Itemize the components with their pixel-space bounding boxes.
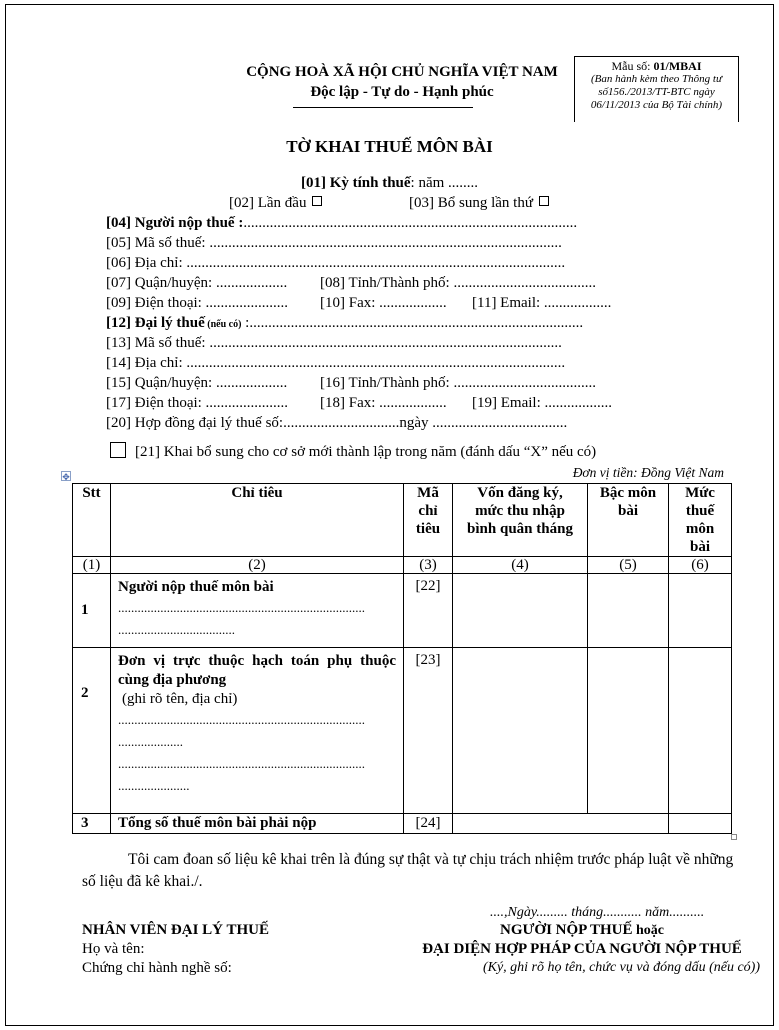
col-number: (3): [404, 557, 453, 574]
table-row: [73, 648, 732, 814]
row-tax-rate-cell[interactable]: [669, 574, 732, 648]
header-rate-line: môn: [685, 521, 715, 537]
header-capital: [453, 484, 588, 557]
row-dots: ............................................................................: [118, 756, 365, 771]
header-rate-line: bài: [689, 539, 710, 555]
nation-heading: CỘNG HOÀ XÃ HỘI CHỦ NGHĨA VIỆT NAM: [246, 64, 558, 80]
new-establishment-checkbox[interactable]: [110, 442, 126, 458]
row-capital-cell[interactable]: [453, 574, 588, 648]
field-17-agent-phone[interactable]: [17] Điện thoại: ......................: [106, 395, 289, 411]
field-06-address[interactable]: [06] Địa chỉ: .....................................................................................................: [106, 255, 566, 271]
row-tax-rate-cell[interactable]: [669, 814, 732, 834]
header-code-line: Mã: [417, 485, 439, 501]
taxpayer-representative: ĐẠI DIỆN HỢP PHÁP CỦA NGƯỜI NỘP THUẾ: [422, 941, 742, 957]
col-number: (6): [669, 557, 732, 574]
header-code-line: tiêu: [415, 521, 441, 537]
column-number-row: [73, 557, 732, 574]
header-rate-line: thuế: [685, 503, 715, 519]
motto: Độc lập - Tự do - Hạnh phúc: [310, 84, 494, 100]
field-07-district[interactable]: [07] Quận/huyện: ...................: [106, 275, 288, 291]
field-12-tax-agent[interactable]: [106, 313, 583, 335]
pledge-text: [82, 849, 742, 893]
taxpayer-title-bold: NGƯỜI NỘP THUẾ: [499, 922, 633, 938]
col-number: (1): [73, 557, 111, 574]
tax-table: [72, 483, 732, 834]
row-tier-cell[interactable]: [588, 648, 669, 814]
field-12-dots: :.........................................................................................: [241, 315, 584, 331]
header-capital-line: mức thu nhập: [475, 503, 565, 519]
field-01-tax-period[interactable]: [0, 173, 779, 193]
field-12-label: [12] Đại lý thuế: [106, 315, 205, 331]
header-stt: Stt: [73, 484, 111, 557]
field-14-agent-address[interactable]: [14] Địa chỉ: .....................................................................................................: [106, 355, 566, 371]
row-code: [24]: [404, 814, 453, 834]
form-code-box: [574, 56, 739, 122]
row-dots: ............................................................................: [118, 712, 365, 727]
row-indicator-name: Tổng số thuế môn bài phải nộp: [111, 814, 404, 834]
motto-underline: [293, 107, 473, 108]
row-stt: 1: [73, 574, 111, 648]
form-code: [575, 60, 738, 73]
row-tax-rate-cell[interactable]: [669, 648, 732, 814]
agent-cert-label: Chứng chỉ hành nghề số:: [82, 960, 232, 976]
taxpayer-title-rest: hoặc: [632, 923, 665, 938]
row-dots: ....................: [118, 734, 183, 749]
row-indicator-note: (ghi rõ tên, địa chỉ): [122, 691, 238, 707]
row-stt: 2: [73, 648, 111, 814]
date-line: ....,Ngày......... tháng........... năm..........: [490, 905, 705, 920]
row-stt: 3: [73, 814, 111, 834]
header-tier-line: Bậc môn: [599, 485, 657, 501]
form-code-label: Mẫu số:: [611, 59, 654, 73]
header-capital-line: Vốn đăng ký,: [477, 485, 563, 501]
field-03-supplement[interactable]: [409, 193, 549, 213]
header-code: [404, 484, 453, 557]
header-code-line: chỉ: [418, 503, 438, 519]
field-01-value: : năm ........: [410, 175, 479, 191]
field-03-label: [03] Bổ sung lần thứ: [409, 195, 533, 211]
field-11-email[interactable]: [11] Email: ..................: [472, 295, 612, 311]
form-issued-line-2: số156./2013/TT-BTC ngày: [598, 86, 715, 98]
row-total-merged-cell[interactable]: [453, 814, 669, 834]
table-row: [73, 574, 732, 648]
agent-title: NHÂN VIÊN ĐẠI LÝ THUẾ: [82, 922, 269, 938]
header-tax-rate: [669, 484, 732, 557]
field-19-agent-email[interactable]: [19] Email: ..................: [472, 395, 612, 411]
header-tier-line: bài: [617, 503, 638, 519]
field-01-label: [01] Kỳ tính thuế: [300, 175, 411, 191]
header-rate-line: Mức: [685, 485, 715, 501]
row-dots: ....................................: [118, 622, 235, 637]
supplement-checkbox[interactable]: [539, 196, 549, 206]
row-dots: ......................: [118, 778, 190, 793]
field-10-fax[interactable]: [10] Fax: ..................: [320, 295, 447, 311]
field-12-note: (nếu có): [204, 319, 242, 330]
page-title: TỜ KHAI THUẾ MÔN BÀI: [286, 137, 493, 156]
row-dots: ............................................................................: [118, 600, 365, 615]
field-21-new-establishment: [21] Khai bổ sung cho cơ sở mới thành lập trong năm (đánh dấu “X” nếu có): [135, 444, 597, 460]
field-04-taxpayer[interactable]: [106, 213, 577, 233]
field-08-province[interactable]: [08] Tỉnh/Thành phố: ......................................: [320, 275, 596, 291]
taxpayer-sign-note: (Ký, ghi rõ họ tên, chức vụ và đóng dấu (nếu có)): [482, 960, 760, 975]
table-header-row: [73, 484, 732, 557]
form-issued-line-3: 06/11/2013 của Bộ Tài chính): [590, 99, 723, 111]
table-row-total: [73, 814, 732, 834]
taxpayer-title: [408, 922, 756, 939]
row-tier-cell[interactable]: [588, 574, 669, 648]
field-15-agent-district[interactable]: [15] Quận/huyện: ...................: [106, 375, 288, 391]
header-indicator: Chỉ tiêu: [111, 484, 404, 557]
col-number: (2): [111, 557, 404, 574]
row-code: [23]: [404, 648, 453, 814]
row-capital-cell[interactable]: [453, 648, 588, 814]
row-indicator[interactable]: [111, 574, 404, 648]
form-code-value: 01/MBAI: [653, 59, 702, 73]
field-20-agent-contract[interactable]: [20] Hợp đồng đại lý thuế số:...............................ngày ....................................: [106, 415, 568, 431]
field-18-agent-fax[interactable]: [18] Fax: ..................: [320, 395, 447, 411]
field-04-dots: .........................................................................................: [243, 215, 578, 231]
field-09-phone[interactable]: [09] Điện thoại: ......................: [106, 295, 289, 311]
currency-unit: Đơn vị tiền: Đồng Việt Nam: [572, 465, 724, 480]
table-resize-handle[interactable]: [731, 834, 737, 840]
row-indicator[interactable]: [111, 648, 404, 814]
row-indicator-name: Người nộp thuế môn bài: [118, 579, 274, 595]
header-capital-line: bình quân tháng: [467, 521, 573, 537]
first-time-checkbox[interactable]: [312, 196, 322, 206]
header-tier: [588, 484, 669, 557]
col-number: (4): [453, 557, 588, 574]
agent-name-label: Họ và tên:: [82, 941, 145, 957]
field-13-agent-tax-code[interactable]: [13] Mã số thuế: ..............................................................................................: [106, 335, 562, 351]
field-04-label: [04] Người nộp thuế :: [106, 215, 244, 231]
table-move-handle-icon[interactable]: ✥: [62, 472, 70, 482]
field-05-tax-code[interactable]: [05] Mã số thuế: ..............................................................................................: [106, 235, 562, 251]
field-16-agent-province[interactable]: [16] Tỉnh/Thành phố: ......................................: [320, 375, 596, 391]
row-indicator-name: Đơn vị trực thuộc hạch toán phụ thuộc cùng địa phương: [118, 653, 396, 688]
field-02-label: [02] Lần đầu: [229, 195, 307, 211]
form-issued-line-1: (Ban hành kèm theo Thông tư: [591, 73, 722, 85]
field-02-first-time[interactable]: [229, 193, 322, 213]
row-code: [22]: [404, 574, 453, 648]
col-number: (5): [588, 557, 669, 574]
pledge-content: Tôi cam đoan số liệu kê khai trên là đúng sự thật và tự chịu trách nhiệm trước pháp luật về những số liệu đã kê khai./.: [82, 851, 734, 890]
